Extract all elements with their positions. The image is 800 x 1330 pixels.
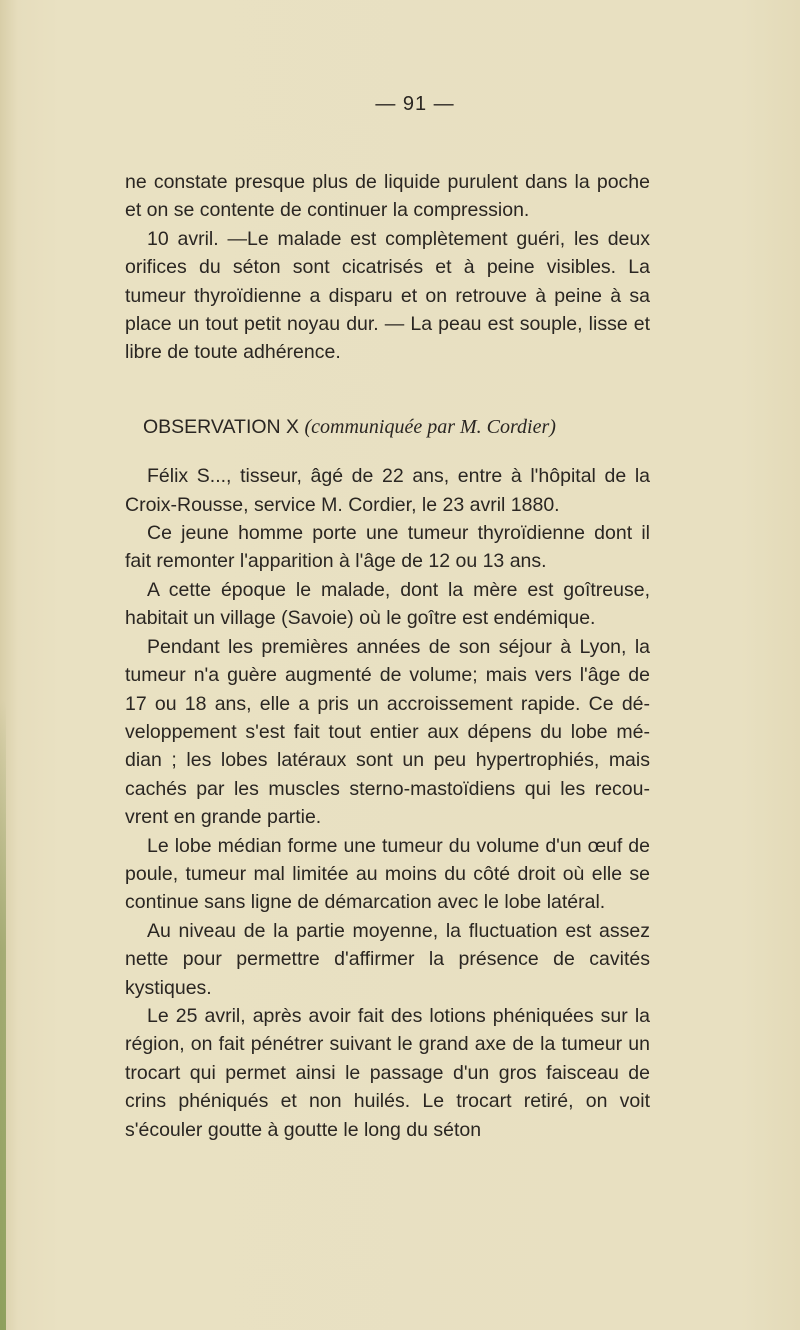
paragraph-april-10: 10 avril. —Le malade est complètement guéri, les deux orifices du séton sont cicatrisés et à peine visibles. La tumeur thyroïdienne a disparu et on retrouve à peine à sa place un tout petit noyau dur. — La peau est souple, lisse et libre de toute adhérence.: [125, 227, 650, 364]
observation-label: OBSERVATION X: [143, 415, 300, 438]
paragraph-fluctuation: Au niveau de la partie moyenne, la fluctuation est assez nette pour permettre d'affirmer la présence de cavités kystiques.: [125, 919, 650, 999]
paragraph-continuation: ne constate presque plus de liquide purulent dans la poche et on se contente de continuer la compression.: [125, 171, 650, 222]
page-number: — 91 —: [375, 93, 455, 115]
paragraph-growth: Pendant les premières années de son séjour à Lyon, la tumeur n'a guère augmenté de volume; mais vers l'âge de 17 ou 18 ans, elle a pris un accroissement rapide. Ce dé-veloppement s'est fait tout entier aux dépens du lobe mé-dian ; les lobes latéraux sont un peu hypertrophiés, mais cachés par les muscles sterno-mastoïdiens qui les recou-vrent en grande partie.: [125, 635, 650, 829]
paragraph-patient-intro: Félix S..., tisseur, âgé de 22 ans, entre à l'hôpital de la Croix-Rousse, service M. Cordier, le 23 avril 1880.: [125, 465, 650, 516]
observation-citation: (communiquée par M. Cordier): [304, 415, 556, 438]
paragraph-median-lobe: Le lobe médian forme une tumeur du volume d'un œuf de poule, tumeur mal limitée au moins du côté droit où elle se continue sans ligne de démarcation avec le lobe latéral.: [125, 834, 650, 914]
paragraph-origin: A cette époque le malade, dont la mère est goîtreuse, habitait un village (Savoie) où le goître est endémique.: [125, 578, 650, 630]
observation-heading: [125, 413, 650, 441]
paragraph-april-25: Le 25 avril, après avoir fait des lotions phéniquées sur la région, on fait pénétrer suivant le grand axe de la tumeur un trocart qui permet ainsi le passage d'un gros faisceau de crins phéniqués et non huilés. Le trocart retiré, on voit s'écouler goutte à goutte le long du séton: [125, 1004, 650, 1141]
body-text: [125, 168, 650, 1144]
paragraph-tumor-onset: Ce jeune homme porte une tumeur thyroïdienne dont il fait remonter l'apparition à l'âge de 12 ou 13 ans.: [125, 522, 650, 573]
page-edge-shadow: [0, 700, 6, 1330]
